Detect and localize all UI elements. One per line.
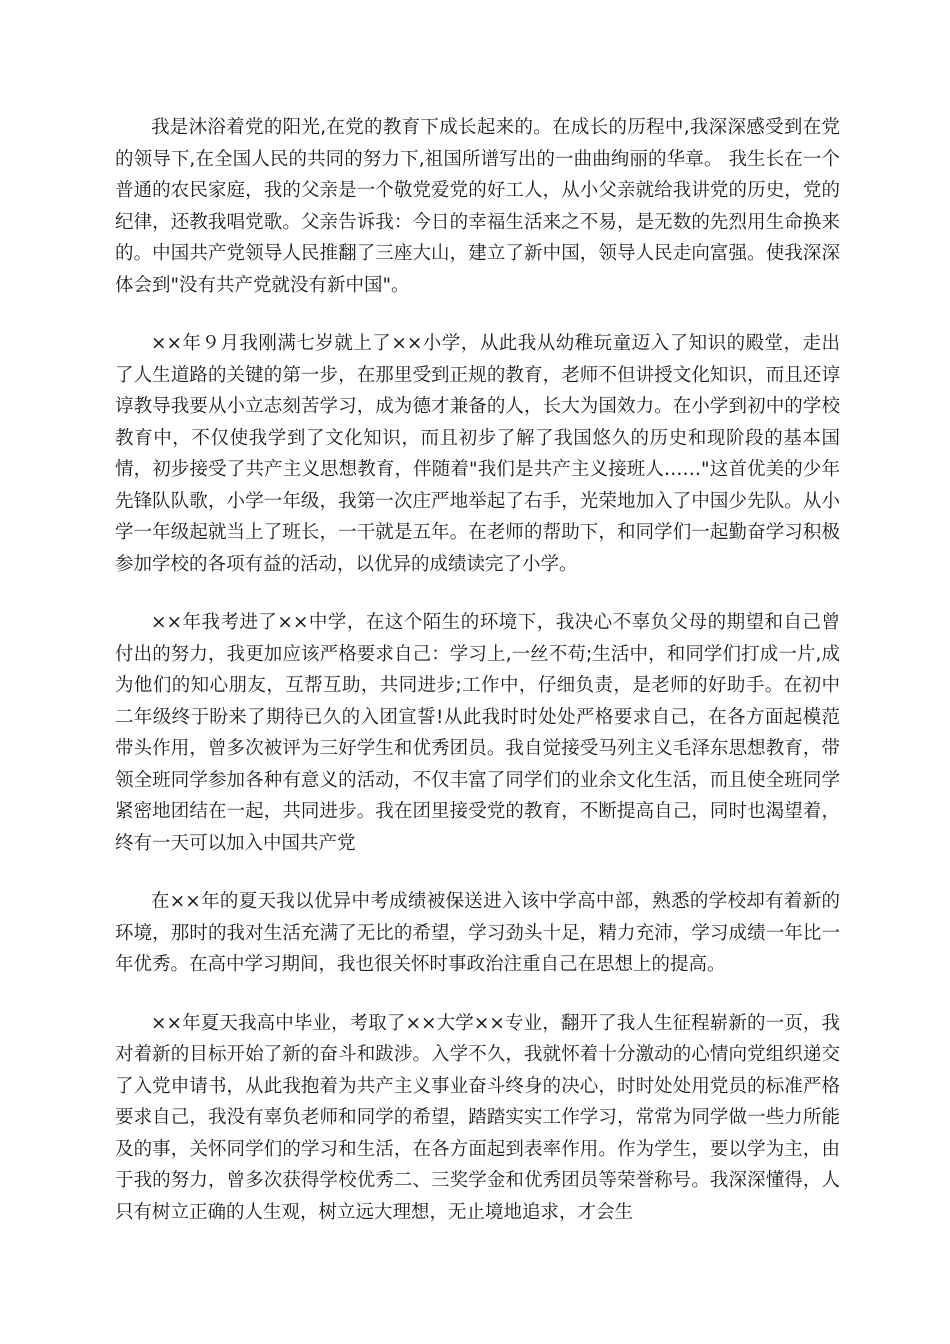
paragraph-1: 我是沐浴着党的阳光,在党的教育下成长起来的。在成长的历程中,我深深感受到在党的领导下,在全国人民的共同的努力下,祖国所谱写出的一曲曲绚丽的华章。 我生长在一个普通的农民家庭，我的父亲是一个敬党爱党的好工人，从小父亲就给我讲党的历史，党的纪律，还教我唱党歌。父亲告诉我：今日的幸福生活来之不易，是无数的先烈用生命换来的。中国共产党领导人民推翻了三座大山，建立了新中国，领导人民走向富强。使我深深体会到"没有共产党就没有新中国"。 — [115, 117, 840, 296]
paragraph-4: 在××年的夏天我以优异中考成绩被保送进入该中学高中部，熟悉的学校却有着新的环境，那时的我对生活充满了无比的希望，学习劲头十足，精力充沛，学习成绩一年比一年优秀。在高中学习期间，我也很关怀时事政治注重自己在思想上的提高。 — [115, 891, 840, 975]
paragraph-5: ××年夏天我高中毕业，考取了××大学××专业，翻开了我人生征程崭新的一页，我对着新的目标开始了新的奋斗和跋涉。入学不久，我就怀着十分激动的心情向党组织递交了入党申请书，从此我抱着为共产主义事业奋斗终身的决心，时时处处用党员的标准严格要求自己，我没有辜负老师和同学的希望，踏踏实实工作学习，常常为同学做一些力所能及的事，关怀同学们的学习和生活，在各方面起到表率作用。作为学生，要以学为主，由于我的努力，曾多次获得学校优秀二、三奖学金和优秀团员等荣誉称号。我深深懂得，人只有树立正确的人生观，树立远大理想，无止境地追求，才会生 — [115, 1012, 840, 1223]
paragraph-3: ××年我考进了××中学，在这个陌生的环境下，我决心不辜负父母的期望和自己曾付出的努力，我更加应该严格要求自己：学习上,一丝不苟;生活中，和同学们打成一片,成为他们的知心朋友，互帮互助，共同进步;工作中，仔细负责，是老师的好助手。在初中二年级终于盼来了期待已久的入团宣誓!从此我时时处处严格要求自己，在各方面起模范带头作用，曾多次被评为三好学生和优秀团员。我自觉接受马列主义毛泽东思想教育，带领全班同学参加各种有意义的活动，不仅丰富了同学们的业余文化生活，而且使全班同学紧密地团结在一起，共同进步。我在团里接受党的教育，不断提高自己，同时也渴望着，终有一天可以加入中国共产党 — [115, 612, 840, 854]
paragraph-2: ××年９月我刚满七岁就上了××小学，从此我从幼稚玩童迈入了知识的殿堂，走出了人生道路的关键的第一步，在那里受到正规的教育，老师不但讲授文化知识，而且还谆谆教导我要从小立志刻苦学习，成为德才兼备的人，长大为国效力。在小学到初中的学校教育中，不仅使我学到了文化知识，而且初步了解了我国悠久的历史和现阶段的基本国情，初步接受了共产主义思想教育，伴随着"我们是共产主义接班人……"这首优美的少年先锋队队歌，小学一年级，我第一次庄严地举起了右手，光荣地加入了中国少先队。从小学一年级起就当上了班长，一干就是五年。在老师的帮助下，和同学们一起勤奋学习积极参加学校的各项有益的活动，以优异的成绩读完了小学。 — [115, 333, 840, 575]
document-body — [115, 112, 840, 1255]
